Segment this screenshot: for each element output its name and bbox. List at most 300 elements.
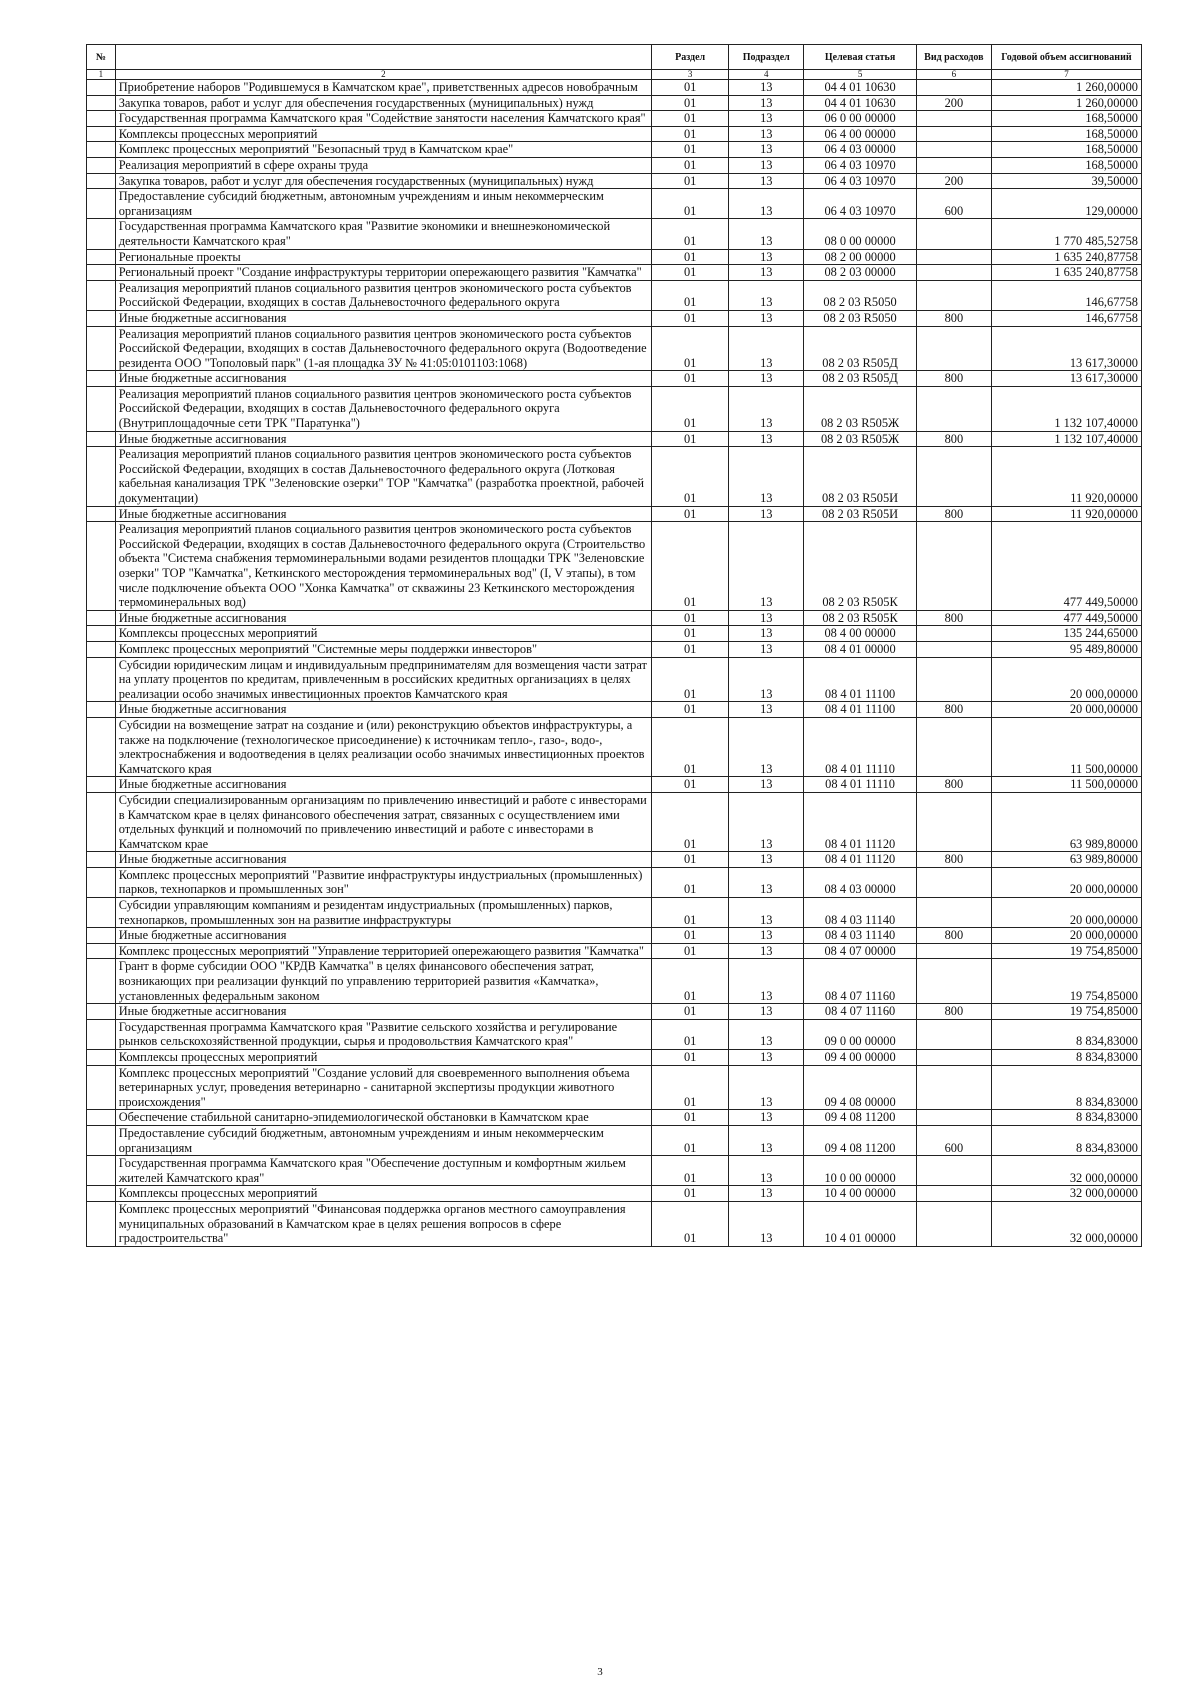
expense-type-code: 800 bbox=[916, 431, 991, 447]
item-name: Субсидии управляющим компаниям и резидентам индустриальных (промышленных) парков, технопарков, промышленных зон на развитие инфраструктуры bbox=[115, 898, 651, 928]
header-expense-type: Вид расходов bbox=[916, 45, 991, 70]
target-article-code: 09 4 08 11200 bbox=[804, 1110, 917, 1126]
section-code: 01 bbox=[652, 126, 729, 142]
target-article-code: 10 4 01 00000 bbox=[804, 1201, 917, 1246]
expense-type-code bbox=[916, 1110, 991, 1126]
item-name: Иные бюджетные ассигнования bbox=[115, 777, 651, 793]
row-number-cell bbox=[87, 777, 116, 793]
row-number-cell bbox=[87, 173, 116, 189]
allocation-amount: 32 000,00000 bbox=[991, 1186, 1141, 1202]
table-row bbox=[87, 1186, 1142, 1202]
subsection-code: 13 bbox=[729, 506, 804, 522]
row-number-cell bbox=[87, 522, 116, 611]
allocation-amount: 168,50000 bbox=[991, 142, 1141, 158]
section-code: 01 bbox=[652, 95, 729, 111]
item-name: Реализация мероприятий планов социального развития центров экономического роста субъектов Российской Федерации, входящих в состав Дальневосточного федерального округа (Лотковая кабельная канализация ТРК "Зеленовские озерки" ТОР "Камчатка" (разработка проектной, рабочей документации) bbox=[115, 447, 651, 506]
page-number: 3 bbox=[597, 1666, 603, 1678]
subsection-code: 13 bbox=[729, 898, 804, 928]
item-name: Иные бюджетные ассигнования bbox=[115, 852, 651, 868]
item-name: Субсидии специализированным организациям по привлечению инвестиций и работе с инвесторами в Камчатском крае в целях финансового обеспечения затрат, связанных с осуществлением ими отдельных функций и полномочий по привлечению инвестиций и работе с инвесторами в Камчатском крае bbox=[115, 792, 651, 851]
row-number-cell bbox=[87, 641, 116, 657]
table-row bbox=[87, 310, 1142, 326]
subsection-code: 13 bbox=[729, 280, 804, 310]
expense-type-code: 800 bbox=[916, 777, 991, 793]
table-row bbox=[87, 173, 1142, 189]
subsection-code: 13 bbox=[729, 1110, 804, 1126]
target-article-code: 10 4 00 00000 bbox=[804, 1186, 917, 1202]
item-name: Предоставление субсидий бюджетным, автономным учреждениям и иным некоммерческим организациям bbox=[115, 189, 651, 219]
allocation-amount: 1 635 240,87758 bbox=[991, 265, 1141, 281]
expense-type-code bbox=[916, 522, 991, 611]
row-number-cell bbox=[87, 310, 116, 326]
target-article-code: 08 2 03 R505Д bbox=[804, 371, 917, 387]
section-code: 01 bbox=[652, 371, 729, 387]
section-code: 01 bbox=[652, 928, 729, 944]
row-number-cell bbox=[87, 447, 116, 506]
section-code: 01 bbox=[652, 657, 729, 702]
subsection-code: 13 bbox=[729, 610, 804, 626]
table-row bbox=[87, 280, 1142, 310]
row-number-cell bbox=[87, 80, 116, 96]
row-number-cell bbox=[87, 959, 116, 1004]
section-code: 01 bbox=[652, 447, 729, 506]
subsection-code: 13 bbox=[729, 447, 804, 506]
item-name: Закупка товаров, работ и услуг для обеспечения государственных (муниципальных) нужд bbox=[115, 173, 651, 189]
item-name: Иные бюджетные ассигнования bbox=[115, 610, 651, 626]
table-row bbox=[87, 792, 1142, 851]
item-name: Государственная программа Камчатского края "Развитие сельского хозяйства и регулирование рынков сельскохозяйственной продукции, сырья и продовольствия Камчатского края" bbox=[115, 1019, 651, 1049]
table-row bbox=[87, 157, 1142, 173]
target-article-code: 08 2 03 R5050 bbox=[804, 310, 917, 326]
allocation-amount: 39,50000 bbox=[991, 173, 1141, 189]
table-row bbox=[87, 1201, 1142, 1246]
target-article-code: 08 4 01 11100 bbox=[804, 702, 917, 718]
table-row bbox=[87, 126, 1142, 142]
allocation-amount: 8 834,83000 bbox=[991, 1019, 1141, 1049]
row-number-cell bbox=[87, 717, 116, 776]
section-code: 01 bbox=[652, 189, 729, 219]
table-row bbox=[87, 867, 1142, 897]
expense-type-code bbox=[916, 626, 991, 642]
section-code: 01 bbox=[652, 111, 729, 127]
header-name bbox=[115, 45, 651, 70]
target-article-code: 08 2 00 00000 bbox=[804, 249, 917, 265]
row-number-cell bbox=[87, 1110, 116, 1126]
target-article-code: 08 0 00 00000 bbox=[804, 219, 917, 249]
section-code: 01 bbox=[652, 898, 729, 928]
target-article-code: 08 2 03 R505И bbox=[804, 506, 917, 522]
allocation-amount: 13 617,30000 bbox=[991, 326, 1141, 371]
target-article-code: 08 4 00 00000 bbox=[804, 626, 917, 642]
expense-type-code bbox=[916, 111, 991, 127]
target-article-code: 08 2 03 R505И bbox=[804, 447, 917, 506]
expense-type-code bbox=[916, 447, 991, 506]
section-code: 01 bbox=[652, 173, 729, 189]
expense-type-code bbox=[916, 717, 991, 776]
item-name: Реализация мероприятий планов социального развития центров экономического роста субъектов Российской Федерации, входящих в состав Дальневосточного федерального округа (Внутриплощадочные сети ТРК "Паратунка") bbox=[115, 386, 651, 431]
row-number-cell bbox=[87, 506, 116, 522]
row-number-cell bbox=[87, 219, 116, 249]
table-row bbox=[87, 506, 1142, 522]
column-number: 3 bbox=[652, 70, 729, 80]
table-row bbox=[87, 386, 1142, 431]
row-number-cell bbox=[87, 157, 116, 173]
subsection-code: 13 bbox=[729, 386, 804, 431]
allocation-amount: 20 000,00000 bbox=[991, 657, 1141, 702]
item-name: Региональные проекты bbox=[115, 249, 651, 265]
expense-type-code bbox=[916, 1050, 991, 1066]
item-name: Иные бюджетные ассигнования bbox=[115, 371, 651, 387]
expense-type-code: 800 bbox=[916, 610, 991, 626]
section-code: 01 bbox=[652, 1125, 729, 1155]
expense-type-code bbox=[916, 657, 991, 702]
subsection-code: 13 bbox=[729, 1019, 804, 1049]
header-subsection: Подраздел bbox=[729, 45, 804, 70]
header-num: № bbox=[87, 45, 116, 70]
subsection-code: 13 bbox=[729, 1050, 804, 1066]
allocation-amount: 168,50000 bbox=[991, 126, 1141, 142]
item-name: Закупка товаров, работ и услуг для обеспечения государственных (муниципальных) нужд bbox=[115, 95, 651, 111]
table-row bbox=[87, 943, 1142, 959]
allocation-amount: 477 449,50000 bbox=[991, 610, 1141, 626]
allocation-amount: 11 500,00000 bbox=[991, 717, 1141, 776]
expense-type-code: 800 bbox=[916, 506, 991, 522]
column-number: 5 bbox=[804, 70, 917, 80]
section-code: 01 bbox=[652, 386, 729, 431]
allocation-amount: 135 244,65000 bbox=[991, 626, 1141, 642]
expense-type-code: 800 bbox=[916, 310, 991, 326]
row-number-cell bbox=[87, 1050, 116, 1066]
target-article-code: 04 4 01 10630 bbox=[804, 80, 917, 96]
table-row bbox=[87, 898, 1142, 928]
target-article-code: 09 4 08 11200 bbox=[804, 1125, 917, 1155]
section-code: 01 bbox=[652, 792, 729, 851]
table-row bbox=[87, 626, 1142, 642]
item-name: Приобретение наборов "Родившемуся в Камчатском крае", приветственных адресов новобрачным bbox=[115, 80, 651, 96]
allocation-amount: 477 449,50000 bbox=[991, 522, 1141, 611]
target-article-code: 08 2 03 R505К bbox=[804, 522, 917, 611]
item-name: Иные бюджетные ассигнования bbox=[115, 928, 651, 944]
item-name: Реализация мероприятий планов социального развития центров экономического роста субъектов Российской Федерации, входящих в состав Дальневосточного федерального округа (Строительство объекта "Система снабжения термоминеральными водами резидентов площадки ТРК "Зеленовские озерки" ТОР "Камчатка", Кеткинского месторождения термоминеральных вод" (I, V этапы), в том числе подключение объекта ООО "Хонка Камчатка" от скважины 23 Кеткинского месторождения термоминеральных вод) bbox=[115, 522, 651, 611]
table-header-row bbox=[87, 45, 1142, 70]
table-row bbox=[87, 1004, 1142, 1020]
allocation-amount: 8 834,83000 bbox=[991, 1125, 1141, 1155]
subsection-code: 13 bbox=[729, 1156, 804, 1186]
table-row bbox=[87, 371, 1142, 387]
allocation-amount: 1 635 240,87758 bbox=[991, 249, 1141, 265]
row-number-cell bbox=[87, 1019, 116, 1049]
section-code: 01 bbox=[652, 265, 729, 281]
row-number-cell bbox=[87, 610, 116, 626]
table-row bbox=[87, 702, 1142, 718]
table-row bbox=[87, 431, 1142, 447]
allocation-amount: 63 989,80000 bbox=[991, 792, 1141, 851]
target-article-code: 04 4 01 10630 bbox=[804, 95, 917, 111]
table-row bbox=[87, 447, 1142, 506]
table-row bbox=[87, 777, 1142, 793]
section-code: 01 bbox=[652, 1065, 729, 1110]
target-article-code: 08 4 01 11100 bbox=[804, 657, 917, 702]
section-code: 01 bbox=[652, 1156, 729, 1186]
subsection-code: 13 bbox=[729, 1004, 804, 1020]
row-number-cell bbox=[87, 702, 116, 718]
table-row bbox=[87, 852, 1142, 868]
target-article-code: 08 4 01 11120 bbox=[804, 852, 917, 868]
expense-type-code: 200 bbox=[916, 173, 991, 189]
subsection-code: 13 bbox=[729, 1201, 804, 1246]
subsection-code: 13 bbox=[729, 867, 804, 897]
item-name: Государственная программа Камчатского края "Развитие экономики и внешнеэкономической деятельности Камчатского края" bbox=[115, 219, 651, 249]
expense-type-code bbox=[916, 1019, 991, 1049]
expense-type-code bbox=[916, 959, 991, 1004]
allocation-amount: 19 754,85000 bbox=[991, 943, 1141, 959]
expense-type-code bbox=[916, 280, 991, 310]
item-name: Субсидии юридическим лицам и индивидуальным предпринимателям для возмещения части затрат на уплату процентов по кредитам, привлеченным в российских кредитных организациях в целях реализации особо значимых инвестиционных проектов Камчатского края bbox=[115, 657, 651, 702]
target-article-code: 08 2 03 R505Д bbox=[804, 326, 917, 371]
subsection-code: 13 bbox=[729, 1186, 804, 1202]
target-article-code: 08 4 01 00000 bbox=[804, 641, 917, 657]
row-number-cell bbox=[87, 792, 116, 851]
item-name: Комплексы процессных мероприятий bbox=[115, 626, 651, 642]
row-number-cell bbox=[87, 898, 116, 928]
table-row bbox=[87, 717, 1142, 776]
table-row bbox=[87, 111, 1142, 127]
allocation-amount: 13 617,30000 bbox=[991, 371, 1141, 387]
table-row bbox=[87, 249, 1142, 265]
row-number-cell bbox=[87, 431, 116, 447]
subsection-code: 13 bbox=[729, 522, 804, 611]
section-code: 01 bbox=[652, 626, 729, 642]
row-number-cell bbox=[87, 142, 116, 158]
item-name: Государственная программа Камчатского края "Содействие занятости населения Камчатского края" bbox=[115, 111, 651, 127]
expense-type-code: 800 bbox=[916, 852, 991, 868]
target-article-code: 08 4 01 11110 bbox=[804, 717, 917, 776]
subsection-code: 13 bbox=[729, 1065, 804, 1110]
expense-type-code bbox=[916, 219, 991, 249]
item-name: Реализация мероприятий планов социального развития центров экономического роста субъектов Российской Федерации, входящих в состав Дальневосточного федерального округа (Водоотведение резидента ООО "Тополовый парк" (1-ая площадка ЗУ № 41:05:0101103:1068) bbox=[115, 326, 651, 371]
expense-type-code bbox=[916, 641, 991, 657]
target-article-code: 08 4 01 11120 bbox=[804, 792, 917, 851]
target-article-code: 08 4 03 11140 bbox=[804, 898, 917, 928]
section-code: 01 bbox=[652, 867, 729, 897]
section-code: 01 bbox=[652, 702, 729, 718]
section-code: 01 bbox=[652, 1019, 729, 1049]
expense-type-code bbox=[916, 867, 991, 897]
target-article-code: 09 0 00 00000 bbox=[804, 1019, 917, 1049]
target-article-code: 08 2 03 R5050 bbox=[804, 280, 917, 310]
expense-type-code bbox=[916, 386, 991, 431]
target-article-code: 06 4 03 10970 bbox=[804, 157, 917, 173]
row-number-cell bbox=[87, 1156, 116, 1186]
subsection-code: 13 bbox=[729, 219, 804, 249]
expense-type-code: 800 bbox=[916, 702, 991, 718]
target-article-code: 09 4 08 00000 bbox=[804, 1065, 917, 1110]
subsection-code: 13 bbox=[729, 717, 804, 776]
section-code: 01 bbox=[652, 1004, 729, 1020]
column-number: 1 bbox=[87, 70, 116, 80]
subsection-code: 13 bbox=[729, 142, 804, 158]
subsection-code: 13 bbox=[729, 126, 804, 142]
subsection-code: 13 bbox=[729, 959, 804, 1004]
row-number-cell bbox=[87, 626, 116, 642]
subsection-code: 13 bbox=[729, 1125, 804, 1155]
expense-type-code bbox=[916, 1186, 991, 1202]
table-row bbox=[87, 522, 1142, 611]
target-article-code: 08 2 03 R505Ж bbox=[804, 386, 917, 431]
allocation-amount: 32 000,00000 bbox=[991, 1156, 1141, 1186]
subsection-code: 13 bbox=[729, 326, 804, 371]
expense-type-code bbox=[916, 326, 991, 371]
expense-type-code: 200 bbox=[916, 95, 991, 111]
target-article-code: 08 4 07 11160 bbox=[804, 959, 917, 1004]
subsection-code: 13 bbox=[729, 265, 804, 281]
item-name: Государственная программа Камчатского края "Обеспечение доступным и комфортным жильем жителей Камчатского края" bbox=[115, 1156, 651, 1186]
item-name: Комплекс процессных мероприятий "Безопасный труд в Камчатском крае" bbox=[115, 142, 651, 158]
target-article-code: 06 0 00 00000 bbox=[804, 111, 917, 127]
target-article-code: 08 2 03 R505К bbox=[804, 610, 917, 626]
item-name: Иные бюджетные ассигнования bbox=[115, 506, 651, 522]
item-name: Комплексы процессных мероприятий bbox=[115, 1050, 651, 1066]
item-name: Иные бюджетные ассигнования bbox=[115, 1004, 651, 1020]
item-name: Комплекс процессных мероприятий "Создание условий для своевременного выполнения объема ветеринарных услуг, проведения ветеринарно - санитарной экспертизы продукции животного происхождения" bbox=[115, 1065, 651, 1110]
section-code: 01 bbox=[652, 522, 729, 611]
expense-type-code bbox=[916, 1156, 991, 1186]
subsection-code: 13 bbox=[729, 657, 804, 702]
target-article-code: 08 4 03 00000 bbox=[804, 867, 917, 897]
allocation-amount: 146,67758 bbox=[991, 310, 1141, 326]
section-code: 01 bbox=[652, 157, 729, 173]
section-code: 01 bbox=[652, 1186, 729, 1202]
item-name: Иные бюджетные ассигнования bbox=[115, 702, 651, 718]
target-article-code: 08 2 03 R505Ж bbox=[804, 431, 917, 447]
target-article-code: 06 4 03 10970 bbox=[804, 173, 917, 189]
section-code: 01 bbox=[652, 219, 729, 249]
table-row bbox=[87, 95, 1142, 111]
table-row bbox=[87, 928, 1142, 944]
allocation-amount: 1 770 485,52758 bbox=[991, 219, 1141, 249]
subsection-code: 13 bbox=[729, 943, 804, 959]
allocation-amount: 20 000,00000 bbox=[991, 898, 1141, 928]
section-code: 01 bbox=[652, 506, 729, 522]
table-row bbox=[87, 219, 1142, 249]
row-number-cell bbox=[87, 189, 116, 219]
expense-type-code bbox=[916, 142, 991, 158]
item-name: Комплексы процессных мероприятий bbox=[115, 126, 651, 142]
row-number-cell bbox=[87, 111, 116, 127]
section-code: 01 bbox=[652, 959, 729, 1004]
item-name: Иные бюджетные ассигнования bbox=[115, 310, 651, 326]
row-number-cell bbox=[87, 371, 116, 387]
table-row bbox=[87, 326, 1142, 371]
subsection-code: 13 bbox=[729, 777, 804, 793]
item-name: Комплекс процессных мероприятий "Системные меры поддержки инвесторов" bbox=[115, 641, 651, 657]
target-article-code: 10 0 00 00000 bbox=[804, 1156, 917, 1186]
allocation-amount: 146,67758 bbox=[991, 280, 1141, 310]
row-number-cell bbox=[87, 249, 116, 265]
column-number-row bbox=[87, 70, 1142, 80]
allocation-amount: 63 989,80000 bbox=[991, 852, 1141, 868]
row-number-cell bbox=[87, 1125, 116, 1155]
table-row bbox=[87, 641, 1142, 657]
subsection-code: 13 bbox=[729, 80, 804, 96]
item-name: Комплекс процессных мероприятий "Развитие инфраструктуры индустриальных (промышленных) парков, технопарков и промышленных зон" bbox=[115, 867, 651, 897]
item-name: Комплекс процессных мероприятий "Финансовая поддержка органов местного самоуправления муниципальных образований в Камчатском крае в целях решения вопросов в сфере градостроительства" bbox=[115, 1201, 651, 1246]
row-number-cell bbox=[87, 943, 116, 959]
section-code: 01 bbox=[652, 326, 729, 371]
section-code: 01 bbox=[652, 717, 729, 776]
subsection-code: 13 bbox=[729, 249, 804, 265]
subsection-code: 13 bbox=[729, 189, 804, 219]
target-article-code: 06 4 03 10970 bbox=[804, 189, 917, 219]
table-row bbox=[87, 1125, 1142, 1155]
header-section: Раздел bbox=[652, 45, 729, 70]
column-number: 4 bbox=[729, 70, 804, 80]
row-number-cell bbox=[87, 95, 116, 111]
header-amount: Годовой объем ассигнований bbox=[991, 45, 1141, 70]
allocation-amount: 95 489,80000 bbox=[991, 641, 1141, 657]
section-code: 01 bbox=[652, 943, 729, 959]
item-name: Региональный проект "Создание инфраструктуры территории опережающего развития "Камчатка" bbox=[115, 265, 651, 281]
row-number-cell bbox=[87, 1201, 116, 1246]
subsection-code: 13 bbox=[729, 173, 804, 189]
expense-type-code bbox=[916, 80, 991, 96]
allocation-amount: 168,50000 bbox=[991, 111, 1141, 127]
expense-type-code bbox=[916, 126, 991, 142]
table-row bbox=[87, 610, 1142, 626]
allocation-amount: 168,50000 bbox=[991, 157, 1141, 173]
allocation-amount: 11 500,00000 bbox=[991, 777, 1141, 793]
column-number: 6 bbox=[916, 70, 991, 80]
target-article-code: 08 2 03 00000 bbox=[804, 265, 917, 281]
item-name: Комплекс процессных мероприятий "Управление территорией опережающего развития "Камчатка" bbox=[115, 943, 651, 959]
section-code: 01 bbox=[652, 80, 729, 96]
allocation-amount: 8 834,83000 bbox=[991, 1065, 1141, 1110]
budget-table bbox=[86, 44, 1142, 1247]
section-code: 01 bbox=[652, 142, 729, 158]
subsection-code: 13 bbox=[729, 95, 804, 111]
target-article-code: 09 4 00 00000 bbox=[804, 1050, 917, 1066]
table-row bbox=[87, 265, 1142, 281]
section-code: 01 bbox=[652, 852, 729, 868]
target-article-code: 08 4 07 11160 bbox=[804, 1004, 917, 1020]
expense-type-code: 800 bbox=[916, 371, 991, 387]
allocation-amount: 8 834,83000 bbox=[991, 1050, 1141, 1066]
allocation-amount: 32 000,00000 bbox=[991, 1201, 1141, 1246]
row-number-cell bbox=[87, 126, 116, 142]
expense-type-code: 600 bbox=[916, 1125, 991, 1155]
section-code: 01 bbox=[652, 249, 729, 265]
target-article-code: 08 4 03 11140 bbox=[804, 928, 917, 944]
item-name: Иные бюджетные ассигнования bbox=[115, 431, 651, 447]
row-number-cell bbox=[87, 867, 116, 897]
subsection-code: 13 bbox=[729, 157, 804, 173]
section-code: 01 bbox=[652, 1050, 729, 1066]
allocation-amount: 20 000,00000 bbox=[991, 928, 1141, 944]
table-row bbox=[87, 1050, 1142, 1066]
subsection-code: 13 bbox=[729, 111, 804, 127]
section-code: 01 bbox=[652, 641, 729, 657]
row-number-cell bbox=[87, 1186, 116, 1202]
item-name: Грант в форме субсидии ООО "КРДВ Камчатка" в целях финансового обеспечения затрат, возникающих при реализации функций по управлению территорией развития «Камчатка», установленных федеральным законом bbox=[115, 959, 651, 1004]
allocation-amount: 20 000,00000 bbox=[991, 867, 1141, 897]
section-code: 01 bbox=[652, 610, 729, 626]
table-row bbox=[87, 657, 1142, 702]
target-article-code: 08 4 01 11110 bbox=[804, 777, 917, 793]
item-name: Обеспечение стабильной санитарно-эпидемиологической обстановки в Камчатском крае bbox=[115, 1110, 651, 1126]
section-code: 01 bbox=[652, 280, 729, 310]
document-sheet bbox=[86, 44, 1142, 1247]
item-name: Комплексы процессных мероприятий bbox=[115, 1186, 651, 1202]
